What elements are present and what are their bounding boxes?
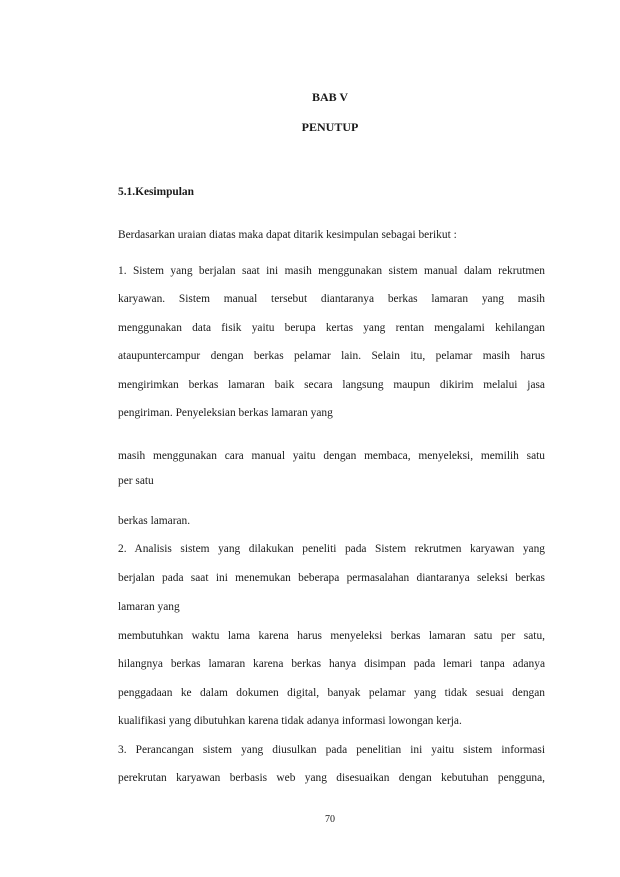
- page-number: 70: [325, 814, 335, 825]
- body-line: 3. Perancangan sistem yang diusulkan pada penelitian ini yaitu sistem informasi: [118, 744, 545, 756]
- body-line: berjalan pada saat ini menemukan beberapa permasalahan diantaranya seleksi berkas: [118, 572, 545, 584]
- chapter-title: PENUTUP: [301, 120, 359, 134]
- body-line: 1. Sistem yang berjalan saat ini masih menggunakan sistem manual dalam rekrutmen: [118, 265, 545, 277]
- body-line: karyawan. Sistem manual tersebut diantaranya berkas lamaran yang masih: [118, 293, 545, 305]
- body-line: kualifikasi yang dibutuhkan karena tidak adanya informasi lowongan kerja.: [118, 715, 462, 727]
- body-line: membutuhkan waktu lama karena harus menyeleksi berkas lamaran satu per satu,: [118, 630, 545, 642]
- body-line: per satu: [118, 475, 154, 487]
- body-line: mengirimkan berkas lamaran baik secara langsung maupun dikirim melalui jasa: [118, 379, 545, 391]
- body-line: hilangnya berkas lamaran karena berkas hanya disimpan pada lemari tanpa adanya: [118, 658, 545, 670]
- body-line: masih menggunakan cara manual yaitu dengan membaca, menyeleksi, memilih satu: [118, 450, 545, 462]
- body-line: lamaran yang: [118, 601, 180, 613]
- body-line: ataupuntercampur dengan berkas pelamar lain. Selain itu, pelamar masih harus: [118, 350, 545, 362]
- chapter-number: BAB V: [311, 90, 349, 104]
- intro-paragraph: Berdasarkan uraian diatas maka dapat ditarik kesimpulan sebagai berikut :: [118, 229, 457, 241]
- section-title: 5.1.Kesimpulan: [118, 186, 194, 198]
- body-line: perekrutan karyawan berbasis web yang disesuaikan dengan kebutuhan pengguna,: [118, 772, 545, 784]
- body-line: berkas lamaran.: [118, 515, 191, 527]
- body-line: penggadaan ke dalam dokumen digital, banyak pelamar yang tidak sesuai dengan: [118, 687, 545, 699]
- body-line: 2. Analisis sistem yang dilakukan peneliti pada Sistem rekrutmen karyawan yang: [118, 543, 545, 555]
- body-line: menggunakan data fisik yaitu berupa kertas yang rentan mengalami kehilangan: [118, 322, 545, 334]
- body-line: pengiriman. Penyeleksian berkas lamaran yang: [118, 407, 333, 419]
